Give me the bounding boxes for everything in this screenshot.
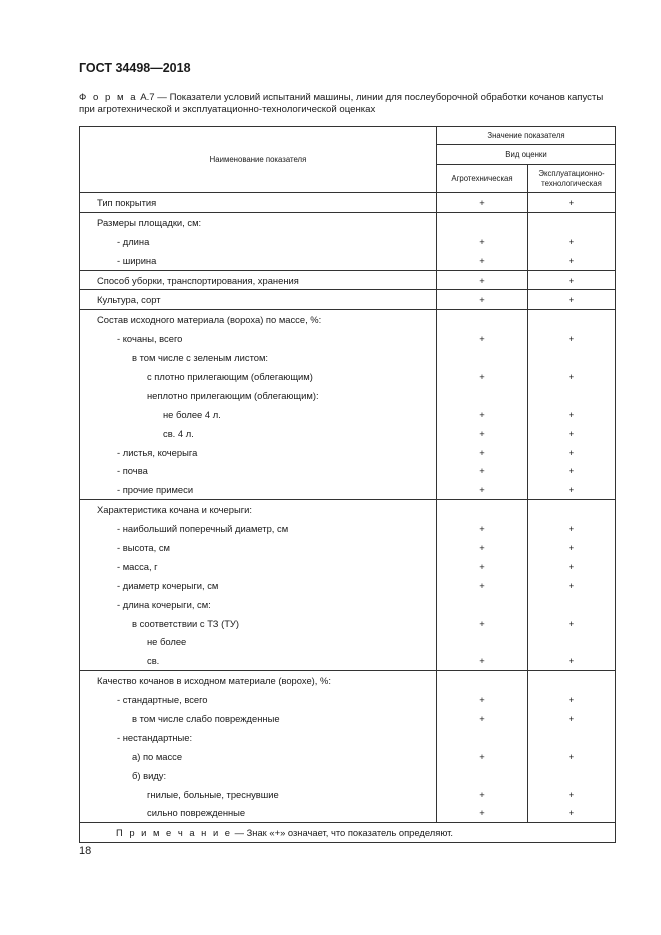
row-expl-mark: +: [528, 480, 616, 499]
row-expl-mark: +: [528, 538, 616, 557]
row-expl-mark: [528, 595, 616, 614]
row-expl-mark: +: [528, 461, 616, 480]
row-agro-mark: +: [437, 709, 528, 728]
row-agro-mark: +: [437, 461, 528, 480]
row-name: гнилые, больные, треснувшие: [80, 785, 437, 804]
row-agro-mark: [437, 386, 528, 405]
row-name: неплотно прилегающим (облегающим):: [80, 386, 437, 405]
row-agro-mark: +: [437, 519, 528, 538]
row-expl-mark: +: [528, 576, 616, 595]
note-row: [80, 823, 616, 843]
table-row: [80, 614, 616, 633]
row-name: б) виду:: [80, 766, 437, 785]
form-id: А.7: [140, 92, 155, 103]
row-name: - почва: [80, 461, 437, 480]
table-row: [80, 251, 616, 270]
row-expl-mark: +: [528, 557, 616, 576]
table-row: [80, 500, 616, 519]
row-expl-mark: +: [528, 747, 616, 766]
table-row: [80, 766, 616, 785]
row-expl-mark: [528, 766, 616, 785]
row-expl-mark: +: [528, 804, 616, 823]
table-row: [80, 785, 616, 804]
row-agro-mark: +: [437, 614, 528, 633]
table-row: [80, 519, 616, 538]
row-expl-mark: [528, 632, 616, 651]
row-name: - нестандартные:: [80, 728, 437, 747]
row-name: Способ уборки, транспортирования, хранения: [80, 270, 437, 290]
row-name: не более 4 л.: [80, 405, 437, 424]
row-name: - высота, см: [80, 538, 437, 557]
row-agro-mark: [437, 632, 528, 651]
table-row: [80, 557, 616, 576]
table-row: [80, 270, 616, 290]
row-expl-mark: +: [528, 232, 616, 251]
row-name: св.: [80, 651, 437, 670]
row-agro-mark: +: [437, 193, 528, 213]
row-agro-mark: +: [437, 480, 528, 499]
table-row: [80, 538, 616, 557]
row-name: а) по массе: [80, 747, 437, 766]
page-number: 18: [79, 845, 92, 857]
row-name: - ширина: [80, 251, 437, 270]
row-name: Состав исходного материала (вороха) по массе, %:: [80, 310, 437, 329]
row-agro-mark: +: [437, 329, 528, 348]
row-name: - наибольший поперечный диаметр, см: [80, 519, 437, 538]
row-agro-mark: +: [437, 690, 528, 709]
table-row: [80, 290, 616, 310]
row-expl-mark: [528, 212, 616, 231]
row-name: - кочаны, всего: [80, 329, 437, 348]
header-indicator-value: Значение показателя: [437, 127, 616, 145]
table-row: [80, 576, 616, 595]
table-row: [80, 443, 616, 462]
row-name: - диаметр кочерыги, см: [80, 576, 437, 595]
row-name: Качество кочанов в исходном материале (ворохе), %:: [80, 671, 437, 690]
row-name: - стандартные, всего: [80, 690, 437, 709]
row-agro-mark: [437, 671, 528, 690]
row-agro-mark: +: [437, 538, 528, 557]
header-indicator-name: Наименование показателя: [80, 127, 437, 193]
table-row: [80, 804, 616, 823]
header-operational: Эксплуатационно-технологическая: [528, 165, 616, 193]
row-agro-mark: +: [437, 424, 528, 443]
header-agrotechnical: Агротехническая: [437, 165, 528, 193]
row-expl-mark: +: [528, 367, 616, 386]
table-row: [80, 348, 616, 367]
row-expl-mark: +: [528, 443, 616, 462]
row-name: Культура, сорт: [80, 290, 437, 310]
table-note: [80, 823, 616, 843]
row-agro-mark: +: [437, 251, 528, 270]
row-name: в том числе слабо поврежденные: [80, 709, 437, 728]
row-agro-mark: +: [437, 443, 528, 462]
table-row: [80, 709, 616, 728]
row-expl-mark: +: [528, 424, 616, 443]
table-row: [80, 480, 616, 499]
row-name: - листья, кочерыга: [80, 443, 437, 462]
row-name: с плотно прилегающим (облегающим): [80, 367, 437, 386]
indicators-table: [79, 126, 616, 843]
row-expl-mark: +: [528, 709, 616, 728]
row-expl-mark: +: [528, 614, 616, 633]
row-expl-mark: +: [528, 251, 616, 270]
row-name: св. 4 л.: [80, 424, 437, 443]
row-expl-mark: +: [528, 193, 616, 213]
row-name: - прочие примеси: [80, 480, 437, 499]
form-caption: [79, 92, 619, 116]
row-expl-mark: [528, 500, 616, 519]
table-row: [80, 728, 616, 747]
row-name: Размеры площадки, см:: [80, 212, 437, 231]
row-agro-mark: +: [437, 367, 528, 386]
table-row: [80, 690, 616, 709]
row-agro-mark: [437, 500, 528, 519]
row-agro-mark: +: [437, 557, 528, 576]
row-expl-mark: [528, 728, 616, 747]
row-agro-mark: [437, 212, 528, 231]
row-name: Характеристика кочана и кочерыги:: [80, 500, 437, 519]
row-expl-mark: +: [528, 651, 616, 670]
row-agro-mark: [437, 348, 528, 367]
row-agro-mark: +: [437, 405, 528, 424]
row-agro-mark: +: [437, 576, 528, 595]
row-name: - масса, г: [80, 557, 437, 576]
row-expl-mark: +: [528, 785, 616, 804]
row-agro-mark: [437, 310, 528, 329]
row-agro-mark: +: [437, 804, 528, 823]
table-row: [80, 367, 616, 386]
row-expl-mark: +: [528, 690, 616, 709]
form-word: Ф о р м а: [79, 92, 138, 103]
row-expl-mark: +: [528, 405, 616, 424]
table-row: [80, 747, 616, 766]
row-agro-mark: +: [437, 785, 528, 804]
row-name: - длина: [80, 232, 437, 251]
row-expl-mark: [528, 310, 616, 329]
row-agro-mark: [437, 728, 528, 747]
table-row: [80, 632, 616, 651]
table-row: [80, 232, 616, 251]
row-name: не более: [80, 632, 437, 651]
row-expl-mark: +: [528, 519, 616, 538]
row-expl-mark: +: [528, 270, 616, 290]
row-agro-mark: [437, 595, 528, 614]
row-agro-mark: [437, 766, 528, 785]
table-row: [80, 212, 616, 231]
note-label: П р и м е ч а н и е: [116, 827, 233, 839]
table-row: [80, 386, 616, 405]
row-agro-mark: +: [437, 270, 528, 290]
table-row: [80, 651, 616, 670]
table-row: [80, 193, 616, 213]
row-name: Тип покрытия: [80, 193, 437, 213]
form-title: — Показатели условий испытаний машины, линии для послеуборочной обработки кочанов капусты при агротехнической и эксплуатационно-технологической оценках: [79, 92, 604, 115]
table-row: [80, 595, 616, 614]
table-row: [80, 461, 616, 480]
row-expl-mark: [528, 671, 616, 690]
table-row: [80, 405, 616, 424]
row-name: в соответствии с ТЗ (ТУ): [80, 614, 437, 633]
header-evaluation-type: Вид оценки: [437, 145, 616, 165]
row-name: сильно поврежденные: [80, 804, 437, 823]
table-row: [80, 424, 616, 443]
row-agro-mark: +: [437, 747, 528, 766]
table-row: [80, 329, 616, 348]
row-expl-mark: +: [528, 329, 616, 348]
row-name: в том числе с зеленым листом:: [80, 348, 437, 367]
note-text: — Знак «+» означает, что показатель определяют.: [232, 827, 454, 839]
document-code: ГОСТ 34498—2018: [79, 61, 191, 75]
row-name: - длина кочерыги, см:: [80, 595, 437, 614]
table-row: [80, 671, 616, 690]
row-expl-mark: [528, 386, 616, 405]
row-expl-mark: +: [528, 290, 616, 310]
row-agro-mark: +: [437, 232, 528, 251]
row-expl-mark: [528, 348, 616, 367]
row-agro-mark: +: [437, 651, 528, 670]
row-agro-mark: +: [437, 290, 528, 310]
table-row: [80, 310, 616, 329]
